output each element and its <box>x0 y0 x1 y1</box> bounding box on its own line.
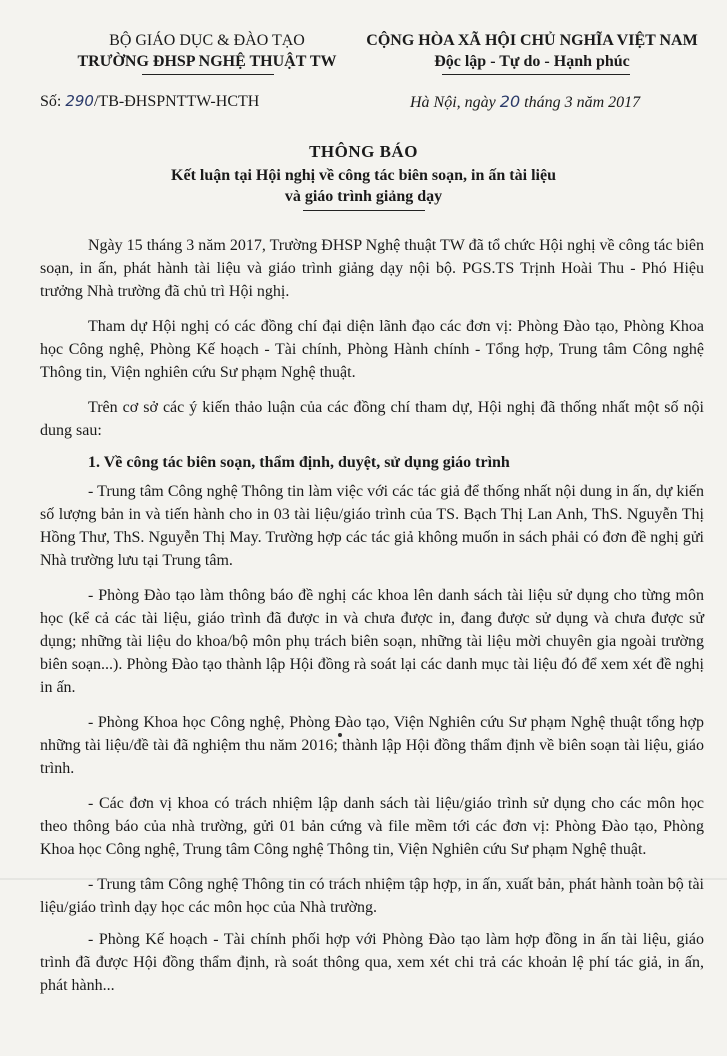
school-name: TRƯỜNG ĐHSP NGHỆ THUẬT TW <box>77 53 337 70</box>
bullet-item: - Trung tâm Công nghệ Thông tin có trách nhiệm tập hợp, in ấn, xuất bản, phát hành toàn bộ tài liệu/giáo trình dạy học các môn học của Nhà trường. <box>40 876 704 916</box>
paragraph-attendees: Tham dự Hội nghị có các đồng chí đại diện lãnh đạo các đơn vị: Phòng Đào tạo, Phòng Khoa học Công nghệ, Phòng Kế hoạch - Tài chính, Phòng Hành chính - Tổng hợp, Trung tâm Công nghệ Thông tin, Viện nghiên cứu Sư phạm Nghệ thuật. <box>40 318 704 381</box>
subtitle-line-2: và giáo trình giảng dạy <box>284 188 443 205</box>
document-subtitle <box>100 165 627 207</box>
section-heading: 1. Về công tác biên soạn, thẩm định, duyệt, sử dụng giáo trình <box>88 454 510 471</box>
paragraph-agreement: Trên cơ sở các ý kiến thảo luận của các đồng chí tham dự, Hội nghị đã thống nhất một số nội dung sau: <box>40 399 704 439</box>
bullet-item: - Phòng Đào tạo làm thông báo đề nghị các khoa lên danh sách tài liệu sử dụng cho từng môn học (kể cả các tài liệu, giáo trình đã được in và chưa được in, đang được sử dụng và chưa được sử dụng; những tài liệu do khoa/bộ môn phụ trách biên soạn, những tài liệu mời chuyên gia ngoài trường biên soạn...). Phòng Đào tạo thành lập Hội đồng rà soát lại các danh mục tài liệu đó để xem xét đề nghị in ấn. <box>40 587 704 696</box>
ministry-name: BỘ GIÁO DỤC & ĐÀO TẠO <box>109 32 305 49</box>
document-body <box>40 234 704 1009</box>
date-day-handwritten: 20 <box>499 92 521 111</box>
bullet-item: - Phòng Khoa học Công nghệ, Phòng Đào tạo, Viện Nghiên cứu Sư phạm Nghệ thuật tổng hợp những tài liệu/đề tài đã nghiệm thu năm 2016; thành lập Hội đồng thẩm định về biên soạn tài liệu, giáo trình. <box>40 714 704 777</box>
paragraph-intro: Ngày 15 tháng 3 năm 2017, Trường ĐHSP Nghệ thuật TW đã tổ chức Hội nghị về công tác biên soạn, in ấn, phát hành tài liệu và giáo trình giảng dạy nội bộ. PGS.TS Trịnh Hoài Thu - Phó Hiệu trưởng Nhà trường đã chủ trì Hội nghị. <box>40 237 704 300</box>
subtitle-line-1: Kết luận tại Hội nghị về công tác biên soạn, in ấn tài liệu <box>171 167 556 184</box>
issuer-underline <box>142 74 274 75</box>
bullet-item: - Phòng Kế hoạch - Tài chính phối hợp với Phòng Đào tạo làm hợp đồng in ấn tài liệu, giáo trình đã được Hội đồng thẩm định, rà soát thông qua, xem xét chi trả các khoản lệ phí tác giả, in ấn, phát hành... <box>40 931 704 994</box>
document-title: THÔNG BÁO <box>309 142 418 161</box>
reference-number <box>40 92 259 111</box>
date-suffix: tháng 3 năm 2017 <box>524 94 641 111</box>
bullet-item: - Trung tâm Công nghệ Thông tin làm việc với các tác giả để thống nhất nội dung in ấn, dự kiến số lượng bản in và tiến hành cho in 03 tài liệu/giáo trình của TS. Bạch Thị Lan Anh, ThS. Nguyễn Thị Hồng Thư, ThS. Nguyễn Thị May. Trường hợp các tác giả không muốn in sách phải có đơn đề nghị gửi Nhà trường lưu tại Trung tâm. <box>40 483 704 569</box>
country-name: CỘNG HÒA XÃ HỘI CHỦ NGHĨA VIỆT NAM <box>366 32 698 49</box>
dateline <box>410 92 640 112</box>
title-underline <box>303 210 425 211</box>
ref-prefix: Số: <box>40 93 62 110</box>
bullet-item: - Các đơn vị khoa có trách nhiệm lập danh sách tài liệu/giáo trình sử dụng cho các môn học theo thông báo của nhà trường, gửi 01 bản cứng và file mềm tới các đơn vị: Phòng Đào tạo, Phòng Khoa học Công nghệ, Trung tâm Công nghệ Thông tin, Viện Nghiên cứu Sư phạm Nghệ thuật. <box>40 795 704 858</box>
date-prefix: Hà Nội, ngày <box>410 94 496 111</box>
issuer-block <box>62 30 352 72</box>
ref-handwritten-number: 290 <box>65 92 94 110</box>
national-motto: Độc lập - Tự do - Hạnh phúc <box>434 53 630 70</box>
national-header <box>362 30 702 72</box>
motto-underline <box>442 74 630 75</box>
ref-suffix: /TB-ĐHSPNTTW-HCTH <box>93 93 260 110</box>
